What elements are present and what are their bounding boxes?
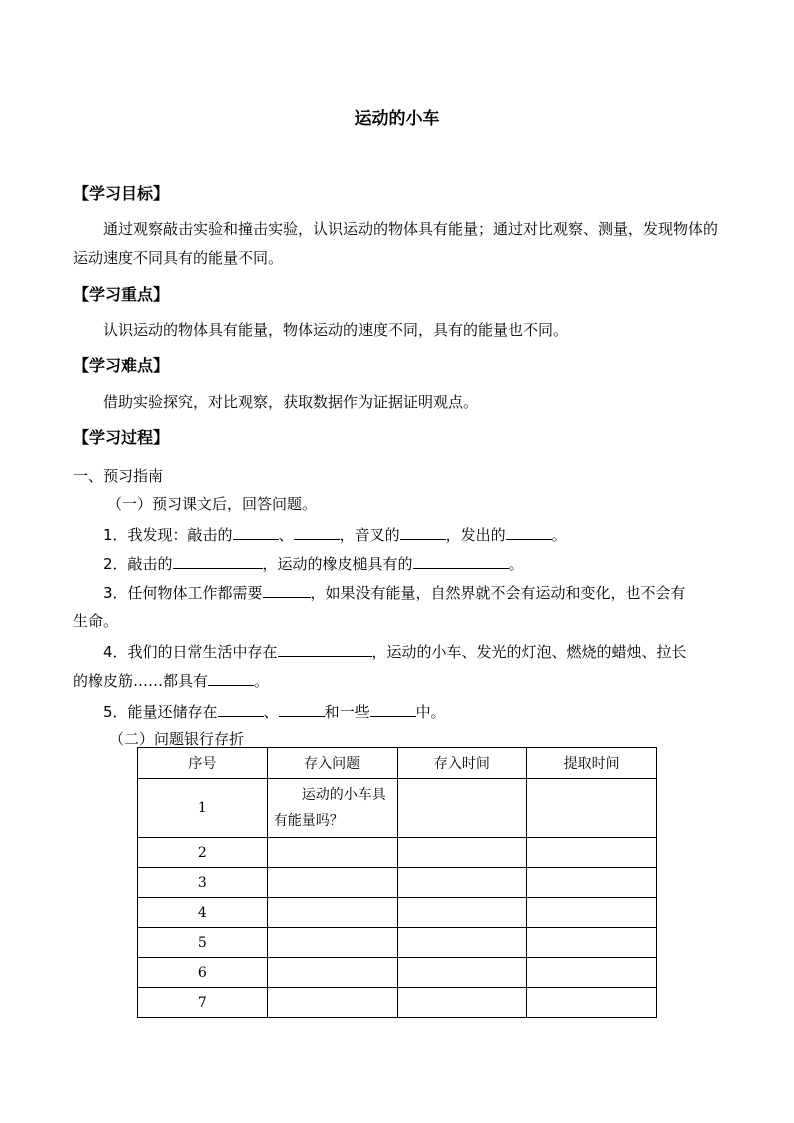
row-number: 1 [138, 779, 268, 838]
answer-blank[interactable] [294, 523, 340, 540]
deposit-time-cell[interactable] [397, 838, 527, 868]
q1-text-e: 。 [551, 526, 567, 544]
question-1 [103, 523, 567, 545]
q1-text-d: ，发出的 [445, 526, 506, 544]
q1-text-b: 、 [278, 526, 294, 544]
deposit-time-cell[interactable] [397, 988, 527, 1018]
question-5 [103, 700, 446, 722]
table-row [138, 868, 657, 898]
key-heading: 【学习重点】 [73, 285, 170, 304]
question-3 [103, 581, 686, 603]
q5-text-b: 、 [263, 703, 279, 721]
page-title: 运动的小车 [354, 109, 440, 129]
goals-text: 通过观察敲击实验和撞击实验，认识运动的物体具有能量；通过对比观察、测量，发现物体的运动速度不同具有的能量不同。 [73, 220, 719, 267]
question-cell[interactable] [267, 988, 397, 1018]
q5-text-c: 和一些 [324, 703, 370, 721]
answer-blank[interactable] [370, 700, 416, 717]
answer-blank[interactable] [413, 552, 509, 569]
withdraw-time-cell[interactable] [527, 838, 657, 868]
q3-text-a: 3．任何物体工作都需要 [103, 584, 263, 602]
answer-blank[interactable] [279, 700, 325, 717]
key-text: 认识运动的物体具有能量，物体运动的速度不同，具有的能量也不同。 [103, 321, 569, 339]
deposit-time-cell[interactable] [397, 779, 527, 838]
q5-text-a: 5．能量还储存在 [103, 703, 218, 721]
q4-text-d: 。 [254, 672, 270, 690]
section-title: 一、预习指南 [73, 467, 164, 485]
question-text: 运动的小车具有能量吗？ [273, 787, 386, 829]
subsection-1: （一）预习课文后，回答问题。 [107, 495, 318, 513]
difficulty-text: 借助实验探究，对比观察，获取数据作为证据证明观点。 [103, 393, 479, 411]
withdraw-time-cell[interactable] [527, 958, 657, 988]
header-deposit-time: 存入时间 [397, 748, 527, 779]
deposit-time-cell[interactable] [397, 928, 527, 958]
answer-blank[interactable] [233, 523, 279, 540]
row-number: 2 [138, 838, 268, 868]
question-4 [103, 640, 687, 662]
q3-text-b: ，如果没有能量，自然界就不会有运动和变化，也不会有 [310, 584, 686, 602]
table-row [138, 958, 657, 988]
table-row [138, 898, 657, 928]
question-cell[interactable] [267, 779, 397, 838]
q2-text-b: ，运动的橡皮槌具有的 [262, 555, 413, 573]
table-row [138, 779, 657, 838]
q2-text-c: 。 [508, 555, 524, 573]
answer-blank[interactable] [263, 581, 311, 598]
header-withdraw-time: 提取时间 [527, 748, 657, 779]
deposit-time-cell[interactable] [397, 868, 527, 898]
question-cell[interactable] [267, 928, 397, 958]
question-cell[interactable] [267, 898, 397, 928]
header-question: 存入问题 [267, 748, 397, 779]
withdraw-time-cell[interactable] [527, 779, 657, 838]
table-row [138, 928, 657, 958]
answer-blank[interactable] [173, 552, 263, 569]
question-3-cont: 生命。 [73, 612, 119, 630]
question-bank-table [137, 747, 657, 1018]
question-cell[interactable] [267, 838, 397, 868]
withdraw-time-cell[interactable] [527, 928, 657, 958]
withdraw-time-cell[interactable] [527, 988, 657, 1018]
row-number: 4 [138, 898, 268, 928]
answer-blank[interactable] [506, 523, 552, 540]
q4-text-c: 的橡皮筋……都具有 [73, 672, 209, 690]
subsection-2: （二）问题银行存折 [109, 730, 245, 748]
table-header-row [138, 748, 657, 779]
q4-text-b: ，运动的小车、发光的灯泡、燃烧的蜡烛、拉长 [371, 643, 687, 661]
difficulty-heading: 【学习难点】 [73, 356, 170, 375]
question-2 [103, 552, 524, 574]
question-cell[interactable] [267, 868, 397, 898]
deposit-time-cell[interactable] [397, 898, 527, 928]
header-number: 序号 [138, 748, 268, 779]
q4-text-a: 4．我们的日常生活中存在 [103, 643, 278, 661]
deposit-time-cell[interactable] [397, 958, 527, 988]
row-number: 3 [138, 868, 268, 898]
goals-heading: 【学习目标】 [73, 184, 170, 203]
q1-text-c: ，音叉的 [339, 526, 400, 544]
question-4-cont [73, 669, 269, 691]
row-number: 5 [138, 928, 268, 958]
withdraw-time-cell[interactable] [527, 898, 657, 928]
row-number: 6 [138, 958, 268, 988]
q1-text-a: 1．我发现：敲击的 [103, 526, 233, 544]
answer-blank[interactable] [278, 640, 372, 657]
table-row [138, 838, 657, 868]
answer-blank[interactable] [400, 523, 446, 540]
row-number: 7 [138, 988, 268, 1018]
withdraw-time-cell[interactable] [527, 868, 657, 898]
answer-blank[interactable] [208, 669, 254, 686]
process-heading: 【学习过程】 [73, 428, 170, 447]
answer-blank[interactable] [218, 700, 264, 717]
table-row [138, 988, 657, 1018]
q5-text-d: 中。 [415, 703, 446, 721]
question-cell[interactable] [267, 958, 397, 988]
q2-text-a: 2．敲击的 [103, 555, 173, 573]
